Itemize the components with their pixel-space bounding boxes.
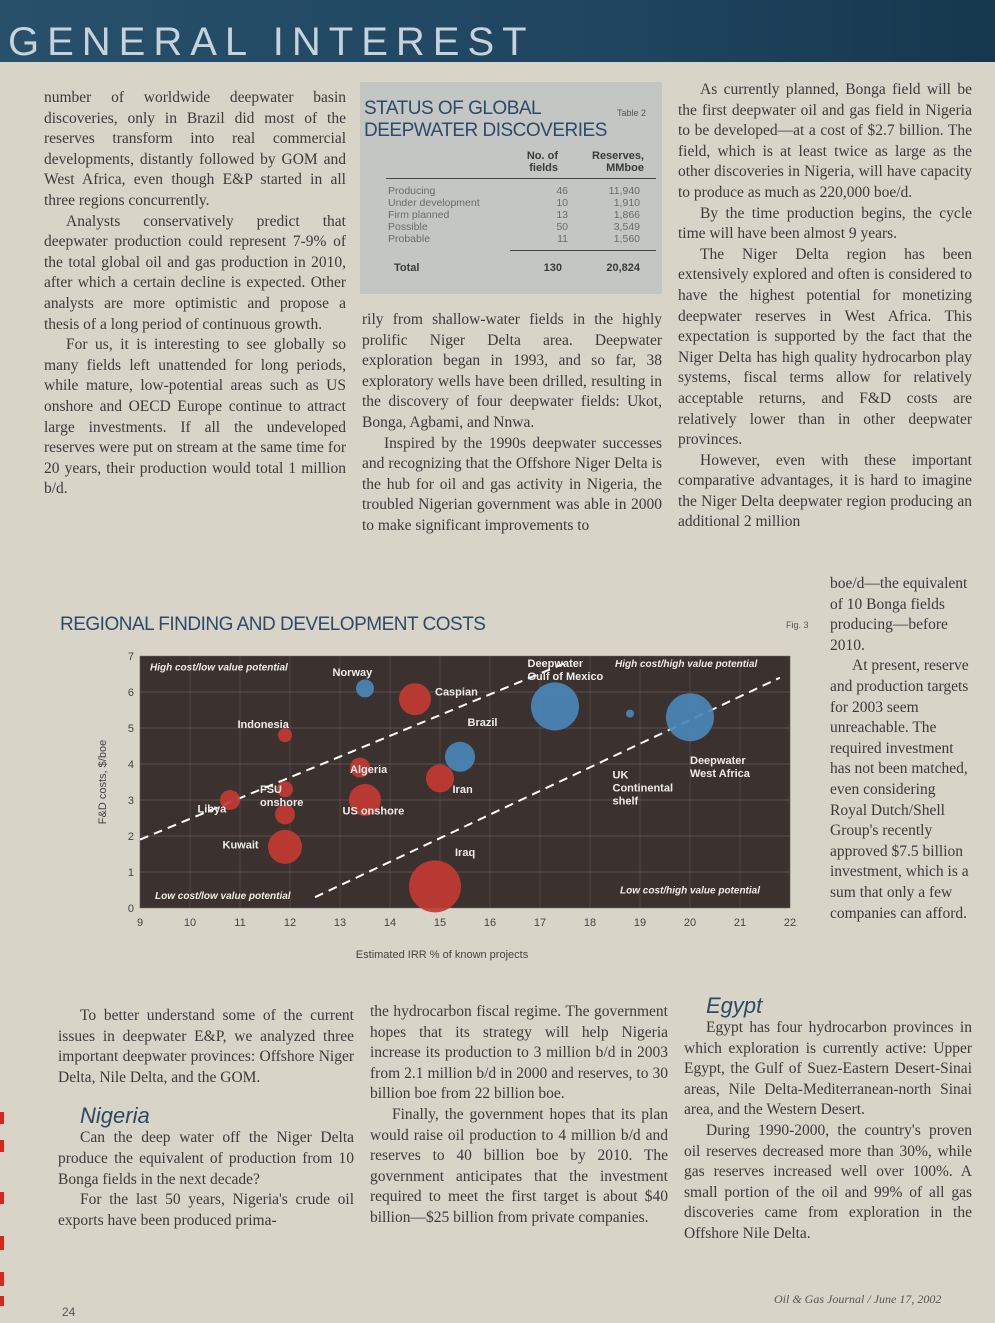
table-rule-top [386, 178, 656, 179]
x-tick-label: 10 [183, 917, 197, 929]
table-title [364, 98, 607, 142]
quadrant-label: Low cost/low value potential [155, 891, 291, 902]
point-label: West Africa [690, 768, 750, 780]
row-reserves: 1,910 [613, 197, 640, 209]
row-label: Producing [388, 185, 436, 197]
point-label: shelf [612, 795, 639, 808]
chart-title: REGIONAL FINDING AND DEVELOPMENT COSTS [60, 614, 486, 635]
column-header-fields-line-1: No. of [526, 150, 558, 162]
x-tick-label: 21 [733, 917, 747, 929]
point-label: Gulf of Mexico [527, 670, 604, 683]
paragraph: As currently planned, Bonga field will be the first deepwater oil and gas field in Nigeria to be developed—at a cost of $2.7 billion. The field, which is at least twice as large as the other discoveries in Nigeria, will have capacity to produce as much as 220,000 boe/d. [678, 81, 972, 201]
paragraph: At present, reserve and production targets for 2003 seem unreachable. The required investment has not been matched, even considering Royal Dutch/Shell Group's recently approved $7.5 billion investment, which is a sum that only a few companies can afford. [830, 657, 969, 922]
table-row [388, 186, 656, 197]
x-tick-label: 17 [533, 917, 547, 929]
point-label: onshore [260, 796, 304, 809]
x-tick-label: 16 [483, 917, 497, 929]
point-label: Iraq [455, 846, 476, 859]
paragraph: number of worldwide deepwater basin discoveries, only in Brazil did most of the reserves transform into real commercial developments, distantly followed by GOM and West Africa, even though E&P started in all three regions concurrently. [44, 89, 346, 209]
table-row [388, 234, 656, 245]
column-1-bottom [58, 1006, 354, 1231]
chart-x-ticks [137, 917, 796, 929]
paragraph: Finally, the government hopes that its plan would raise oil production to 4 million b/d and reserves to 40 billion boe by 2010. The government anticipates that the investment required to meet the first target is about $40 billion—$25 billion from private companies. [370, 1105, 668, 1226]
point-label: Deepwater [527, 657, 584, 670]
y-tick-label: 6 [127, 687, 134, 699]
point-label: Algeria [350, 764, 388, 776]
point-caspian [399, 683, 431, 715]
column-header-reserves-line-1: Reserves, [592, 150, 644, 162]
x-tick-label: 11 [234, 917, 246, 929]
quadrant-label: High cost/low value potential [150, 662, 288, 674]
column-1-top [44, 88, 346, 500]
row-fields: 50 [556, 221, 568, 233]
point-deepwater-gulf-of-mexico [531, 682, 579, 730]
row-reserves: 1,866 [613, 209, 640, 221]
nigeria-heading: Nigeria [80, 1103, 150, 1129]
column-2-top [362, 310, 662, 537]
point-label: Continental [612, 782, 673, 795]
y-tick-label: 0 [127, 903, 134, 915]
point-iraq [409, 860, 461, 912]
table-number: Table 2 [616, 108, 646, 118]
table-row [388, 198, 656, 209]
x-tick-label: 12 [283, 917, 297, 929]
x-tick-label: 13 [333, 917, 347, 929]
paragraph: By the time production begins, the cycle time will have been almost 9 years. [678, 204, 972, 243]
y-tick-label: 5 [127, 723, 134, 735]
paragraph: For us, it is interesting to see globally so many fields left unattended for long periods, while mature, low-potential areas such as US onshore and OECD Europe continue to attract large investments. If all the undeveloped reserves were put on stream at the same time for 20 years, their production would total 1 million b/d. [44, 336, 346, 498]
y-tick-label: 2 [127, 831, 134, 843]
total-fields: 130 [543, 262, 562, 274]
total-label: Total [394, 262, 420, 274]
point-label: UK [612, 769, 629, 782]
egypt-heading: Egypt [706, 993, 763, 1018]
point-label: Iran [452, 783, 473, 796]
column-header-fields [510, 150, 558, 174]
paragraph: Egypt has four hydrocarbon provinces in which exploration is currently active: Upper Egypt, the Gulf of Suez-Eastern Desert-Sinai areas, Nile Delta-Mediterranean-north Sinai area, and the Western Desert. [684, 1019, 972, 1119]
table-row [388, 222, 656, 233]
paragraph: For the last 50 years, Nigeria's crude oil exports have been produced prima- [58, 1191, 354, 1229]
y-tick-label: 3 [127, 795, 134, 807]
table-row [388, 210, 656, 221]
paragraph: rily from shallow-water fields in the highly prolific Niger Delta area. Deepwater exploration began in 1993, and so far, 38 exploratory wells have been drilled, resulting in the discovery of four deepwater fields: Ukot, Bonga, Agbami, and Nnwa. [362, 311, 662, 431]
paragraph: Can the deep water off the Niger Delta produce the equivalent of production from 10 Bonga fields in the next decade? [58, 1129, 354, 1188]
paragraph: However, even with these important comparative advantages, it is hard to imagine the Niger Delta deepwater region producing an additional 2 million [678, 451, 972, 531]
point-label: Caspian [435, 686, 478, 699]
paragraph: the hydrocarbon fiscal regime. The government hopes that its strategy will help Nigeria increase its production to 3 million b/d in 2003 from 2.1 million b/d in 2000 and reserves, to 30 billion boe from 22 billion boe. [370, 1003, 668, 1103]
x-tick-label: 9 [136, 917, 144, 929]
edge-mark [0, 1236, 4, 1250]
x-tick-label: 14 [383, 917, 397, 929]
point-label: FSU [260, 783, 282, 796]
edge-mark [0, 1112, 4, 1124]
table-title-line-2: DEEPWATER DISCOVERIES [364, 120, 607, 141]
quadrant-label: High cost/high value potential [615, 658, 758, 670]
row-label: Possible [388, 221, 428, 233]
table-rule-total [510, 250, 656, 251]
edge-mark [0, 1192, 4, 1204]
row-label: Probable [388, 233, 431, 245]
table-title-line-1: STATUS OF GLOBAL [364, 98, 542, 119]
row-reserves: 11,940 [608, 185, 640, 197]
edge-mark [0, 1140, 4, 1152]
x-tick-label: 22 [783, 917, 797, 929]
y-tick-label: 1 [127, 867, 134, 879]
row-reserves: 1,560 [613, 233, 640, 245]
point-label: Libya [197, 803, 227, 816]
row-fields: 10 [556, 197, 568, 209]
column-header-fields-line-2: fields [529, 162, 558, 174]
point-norway [356, 679, 374, 697]
chart-y-axis-label: F&D costs, $/boe [97, 739, 109, 825]
figure-label: Fig. 3 [786, 620, 809, 630]
paragraph: The Niger Delta region has been extensively explored and often is considered to have the highest potential for monetizing deepwater reserves in West Africa. This expectation is supported by the fact that the Niger Delta has high quality hydrocarbon play systems, fiscal terms allow for relatively acceptable returns, and F&D costs are relatively lower than in other deepwater provinces. [678, 245, 972, 449]
row-label: Under development [388, 197, 480, 209]
paragraph: To better understand some of the current issues in deepwater E&P, we analyzed three important deepwater provinces: Offshore Niger Delta, Nile Delta, and the GOM. [58, 1007, 354, 1086]
quadrant-label: Low cost/high value potential [620, 885, 761, 897]
publication-footer: Oil & Gas Journal / June 17, 2002 [774, 1292, 942, 1306]
edge-mark [0, 1272, 4, 1286]
column-header-reserves [574, 150, 644, 174]
point-label: Deepwater [690, 755, 746, 767]
point-label: Norway [332, 666, 373, 679]
column-3-narrow [830, 574, 974, 924]
point-label: Indonesia [237, 719, 289, 731]
point-iran [426, 764, 454, 792]
column-2-bottom [370, 1002, 668, 1229]
row-fields: 11 [557, 233, 568, 245]
chart-x-axis-label: Estimated IRR % of known projects [355, 949, 529, 961]
x-tick-label: 19 [633, 917, 647, 929]
row-fields: 13 [556, 209, 568, 221]
point-label: Kuwait [222, 839, 259, 852]
section-header-band [0, 0, 995, 62]
paragraph: Analysts conservatively predict that deepwater production could represent 7-9% of the total global oil and gas production in 2010, after which a certain decline is expected. Other analysts are more optimistic and propose a thesis of a long period of continuous growth. [44, 212, 346, 333]
section-title: GENERAL INTEREST [8, 20, 535, 64]
point-brazil [445, 742, 475, 772]
row-reserves: 3,549 [613, 221, 640, 233]
row-label: Firm planned [388, 209, 450, 221]
x-tick-label: 15 [433, 917, 447, 929]
point-russia [268, 830, 302, 864]
paragraph: boe/d—the equivalent of 10 Bonga fields producing—before 2010. [830, 575, 968, 654]
total-reserves: 20,824 [606, 262, 640, 274]
y-tick-label: 7 [127, 651, 134, 663]
point-label: Brazil [467, 717, 498, 730]
chart-y-ticks [128, 651, 134, 915]
x-tick-label: 18 [583, 917, 597, 929]
x-tick-label: 20 [683, 917, 697, 929]
paragraph: Inspired by the 1990s deepwater successes and recognizing that the Offshore Niger Delta is the hub for oil and gas activity in Nigeria, the troubled Nigerian government was able in 2000 to make significant improvements to [362, 434, 662, 534]
column-3-bottom [684, 994, 972, 1245]
column-3-top [678, 80, 972, 533]
column-header-reserves-line-2: MMboe [606, 162, 644, 174]
table-status-of-global-deepwater-discoveries [360, 82, 662, 294]
fd-costs-chart [0, 640, 820, 970]
point-deepwater-west-africa [666, 693, 714, 741]
y-tick-label: 4 [127, 759, 134, 771]
edge-mark [0, 1296, 4, 1306]
point-uk-continental-shelf [626, 710, 634, 718]
paragraph: During 1990-2000, the country's proven oil reserves decreased more than 30%, while gas reserves increased well over 100%. A small portion of the oil and 99% of all gas discoveries came from exploration in the Offshore Nile Delta. [684, 1121, 972, 1242]
point-label: US onshore [342, 805, 405, 818]
page-number: 24 [62, 1305, 76, 1319]
row-fields: 46 [556, 185, 568, 197]
